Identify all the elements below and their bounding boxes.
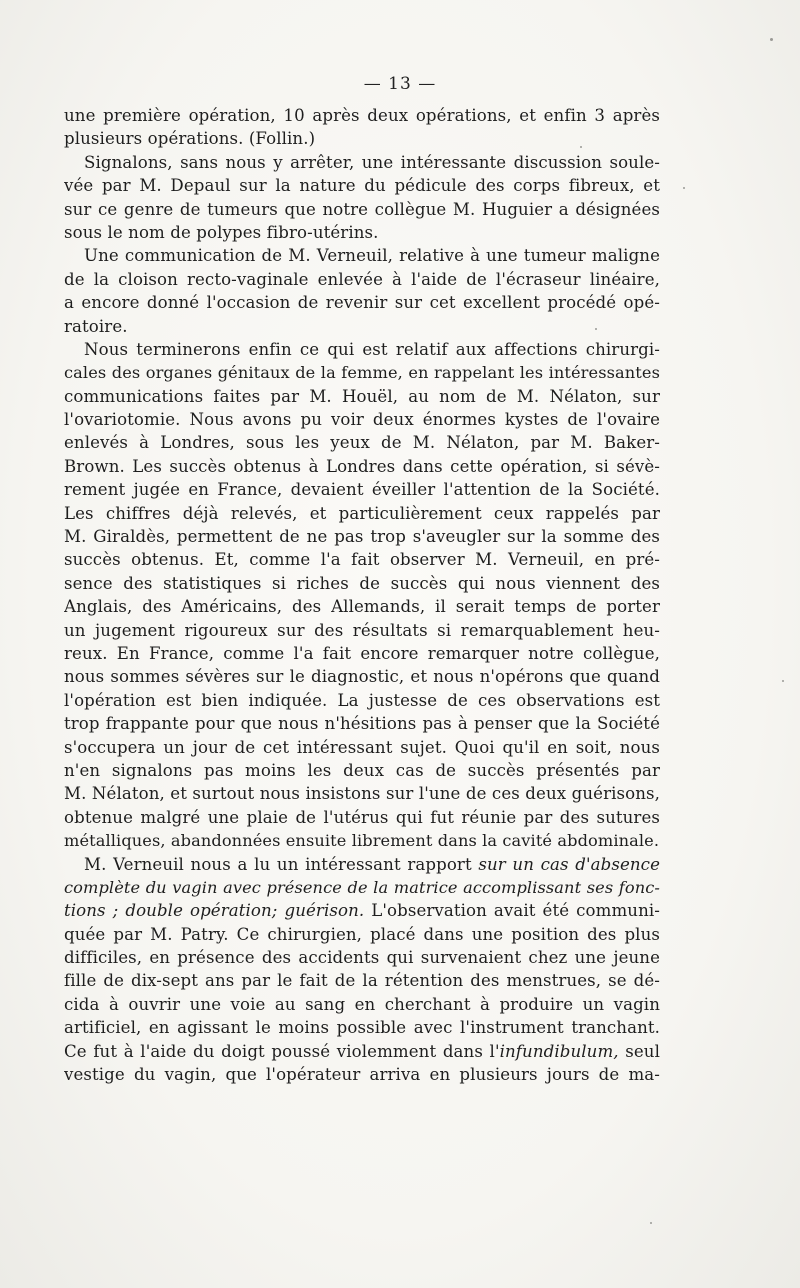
text-line: sence des statistiques si riches de succès qui nous viennent des [64,573,660,593]
italic-text-run: tions ; double opération; guérison. [64,901,365,921]
text-line: l'ovariotomie. Nous avons pu voir deux énormes kystes de l'ovaire [64,410,660,430]
text-run: seul [618,1041,660,1061]
text-line [64,1016,660,1039]
text-line [64,1040,660,1063]
text-line: obtenue malgré une plaie de l'utérus qui fut réunie par des sutures [64,807,660,827]
text-line: cales des organes génitaux de la femme, en rappelant les intéressantes [64,363,660,383]
text-line: vée par M. Depaul sur la nature du pédicule des corps fibreux, et [64,176,660,196]
text-line [64,946,660,969]
print-speck [782,680,784,682]
text-line: métalliques, abandonnées ensuite librement dans la cavité abdominale. [64,831,660,851]
text-line [64,876,660,899]
text-line: plusieurs opérations. (Follin.) [64,129,316,149]
print-speck [595,328,597,330]
text-line [64,1063,660,1086]
text-line: Une communication de M. Verneuil, relative à une tumeur maligne [84,246,660,266]
text-line: Anglais, des Américains, des Allemands, il serait temps de porter [64,597,660,617]
text-line: reux. En France, comme l'a fait encore remarquer notre collègue, [64,643,660,663]
italic-text-run: infundibulum, [499,1041,619,1061]
italic-text-run: complète du vagin avec présence de la matrice accomplissant ses fonc- [64,877,660,897]
text-line [64,899,660,922]
text-run: vestige du vagin, que l'opérateur arriva en plusieurs jours de ma- [64,1065,660,1085]
print-speck [580,146,582,148]
text-line [64,923,660,946]
text-run: L'observation avait été communi- [364,901,660,921]
text-line: communications faites par M. Houël, au nom de M. Nélaton, sur [64,386,660,406]
text-line [64,993,660,1016]
text-line: une première opération, 10 après deux opérations, et enfin 3 après [64,106,660,125]
text-run: Ce fut à l'aide du doigt poussé violemment dans l' [64,1041,500,1061]
page-number: — 13 — [363,74,437,94]
text-line: Nous terminerons enfin ce qui est relatif aux affections chirurgi- [84,339,660,359]
text-line: n'en signalons pas moins les deux cas de succès présentés par [64,760,660,780]
body-text [64,104,660,1086]
italic-text-run: sur un cas d'absence [478,854,660,874]
text-line: un jugement rigoureux sur des résultats si remarquablement heu- [64,620,660,640]
text-line: M. Nélaton, et surtout nous insistons sur l'une de ces deux guérisons, [64,784,660,804]
text-line: trop frappante pour que nous n'hésitions pas à penser que la Société [64,714,660,734]
text-line: M. Giraldès, permettent de ne pas trop s'aveugler sur la somme des [64,527,660,547]
print-speck [650,1222,652,1224]
text-run: fille de dix-sept ans par le fait de la rétention des menstrues, se dé- [64,971,660,991]
text-line: ratoire. [64,316,128,336]
text-line: succès obtenus. Et, comme l'a fait observer M. Verneuil, en pré- [64,550,660,570]
text-line: rement jugée en France, devaient éveiller l'attention de la Société. [64,480,660,500]
text-run: difficiles, en présence des accidents qui survenaient chez une jeune [64,948,660,968]
text-run: artificiel, en agissant le moins possible avec l'instrument tranchant. [64,1018,660,1038]
print-speck [683,187,685,189]
text-line: enlevés à Londres, sous les yeux de M. Nélaton, par M. Baker- [64,433,660,453]
text-line: Brown. Les succès obtenus à Londres dans cette opération, si sévè- [64,456,660,476]
text-run: quée par M. Patry. Ce chirurgien, placé dans une position des plus [64,924,660,944]
text-line: sous le nom de polypes fibro-utérins. [64,222,379,242]
text-line: a encore donné l'occasion de revenir sur cet excellent procédé opé- [64,293,660,313]
text-line: sur ce genre de tumeurs que notre collègue M. Huguier a désignées [64,199,660,219]
text-line: l'opération est bien indiquée. La justesse de ces observations est [64,690,660,710]
text-run: cida à ouvrir une voie au sang en cherchant à produire un vagin [64,994,660,1014]
print-speck [770,38,773,41]
text-run: M. Verneuil nous a lu un intéressant rapport [84,854,479,874]
text-line: Signalons, sans nous y arrêter, une intéressante discussion soule- [84,152,660,172]
text-line: nous sommes sévères sur le diagnostic, et nous n'opérons que quand [64,667,660,687]
text-line [64,853,660,876]
text-line: Les chiffres déjà relevés, et particulièrement ceux rappelés par [64,503,660,523]
text-line: de la cloison recto-vaginale enlevée à l'aide de l'écraseur linéaire, [64,269,660,289]
text-line: s'occupera un jour de cet intéressant sujet. Quoi qu'il en soit, nous [64,737,660,757]
text-line [64,969,660,992]
